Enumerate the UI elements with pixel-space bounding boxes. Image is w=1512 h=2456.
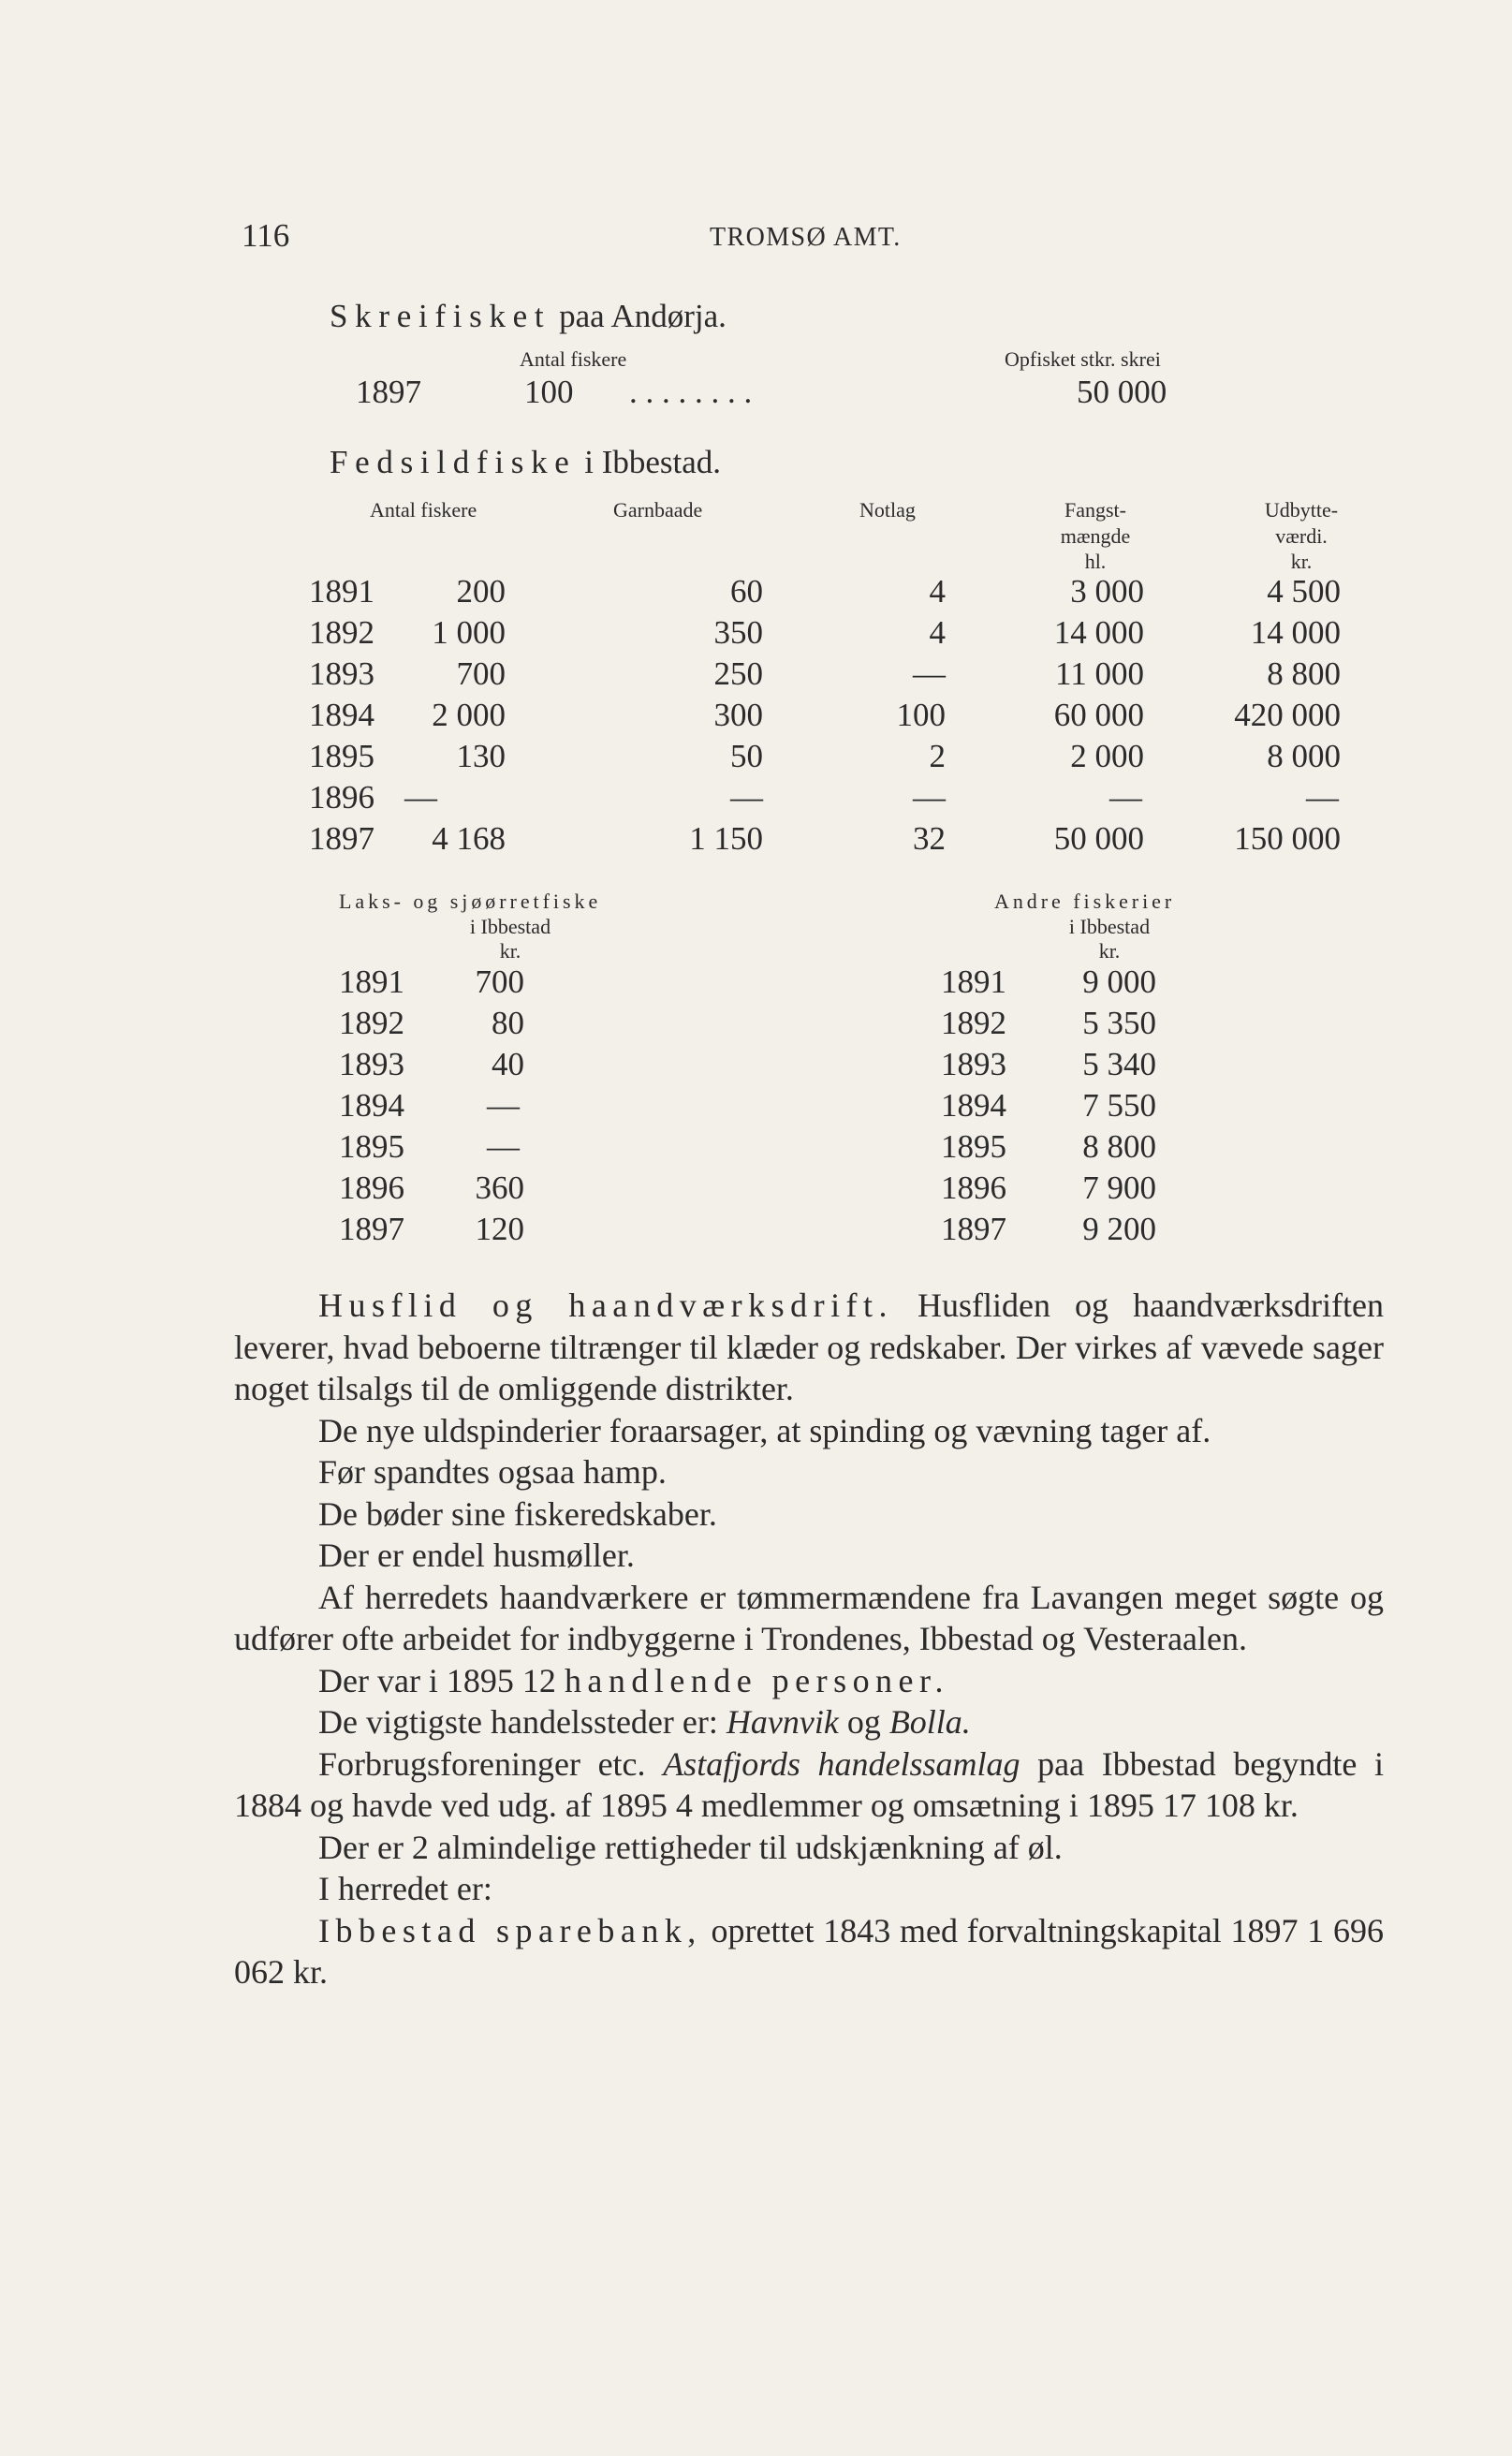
laks-title-2: i Ibbestad (469, 915, 551, 938)
laks-year: 1894 (339, 1087, 404, 1124)
paragraph-text: Der var i 1895 12 (318, 1661, 565, 1699)
andre-title-2: i Ibbestad (1068, 915, 1151, 938)
section-title-fedsildfiske (330, 444, 721, 481)
laks-year: 1891 (339, 963, 404, 1000)
laks-value: 80 (492, 1005, 524, 1041)
cell-garn: 1 150 (689, 820, 763, 857)
paragraph: Der er 2 almindelige rettigheder til udskjænkning af øl. (318, 1828, 1063, 1866)
cell-garn: 50 (730, 738, 763, 774)
laks-title-1: Laks- og sjøørretfiske (339, 890, 602, 913)
table-row (0, 779, 1512, 820)
paragraph (234, 1910, 1384, 1993)
table-row (0, 1128, 1512, 1169)
laks-value: 120 (475, 1211, 524, 1247)
cell-garn: 350 (713, 614, 763, 651)
laks-value: — (487, 1087, 520, 1124)
paragraph-text: oprettet 1843 med forvaltningskapital 1897 1 696 062 kr. (234, 1911, 1384, 1991)
cell-fangst: 3 000 (1070, 573, 1144, 610)
fedsild-header-fangst-2: mængde (1060, 524, 1131, 548)
page-number: 116 (242, 217, 290, 254)
cell-fangst: 60 000 (1053, 697, 1144, 733)
cell-antal: 130 (456, 738, 506, 774)
laks-value: 700 (475, 963, 524, 1000)
paragraph (234, 1285, 1384, 1410)
cell-udbytte: 8 000 (1267, 738, 1341, 774)
skrei-leader: . . . . . . . . (629, 374, 753, 410)
table-row (0, 614, 1512, 655)
table-row (0, 655, 1512, 697)
cell-antal: 1 000 (432, 614, 506, 651)
paragraph: De bøder sine fiskeredskaber. (318, 1494, 717, 1533)
cell-udbytte: 14 000 (1250, 614, 1341, 651)
running-title: TROMSØ AMT. (710, 223, 902, 252)
cell-year: 1896 (309, 779, 374, 816)
table-row (0, 1087, 1512, 1128)
cell-notlag: 4 (929, 614, 946, 651)
paragraph: Af herredets haandværkere er tømmermændene fra Lavangen meget søgte og udfører ofte arbeidet for indbyggerne i Trondenes, Ibbestad og Vesteraalen. (234, 1578, 1384, 1657)
paragraph (234, 1743, 1384, 1827)
andre-year: 1894 (941, 1087, 1006, 1124)
body-text (234, 1285, 1384, 1993)
section-title-spaced: Skreifisket (330, 298, 551, 334)
andre-year: 1895 (941, 1128, 1006, 1165)
andre-value: 5 340 (1082, 1046, 1156, 1082)
cell-garn: 60 (730, 573, 763, 610)
fedsild-header-udbytte-2: værdi. (1275, 524, 1328, 548)
table-row (0, 738, 1512, 779)
paragraph-text: Husfliden og haandværksdriften leverer, hvad beboerne tiltrænger til klæder og redskaber. Der virkes af vævede sager noget tilsalgs til de omliggende distrikter. (234, 1287, 1384, 1407)
place-name: Bolla. (888, 1703, 971, 1741)
andre-value: 9 000 (1082, 963, 1156, 1000)
andre-year: 1896 (941, 1169, 1006, 1206)
section-title-spaced: Fedsildfiske (330, 444, 577, 480)
cell-garn: 300 (713, 697, 763, 733)
cell-year: 1895 (309, 738, 374, 774)
paragraph-text: paa Ibbestad begyndte i 1884 og havde ved udg. af 1895 4 medlemmer og omsætning i 1895 17 108 kr. (234, 1744, 1384, 1824)
table-row (0, 1005, 1512, 1046)
paragraph-emphasis: Ibbestad sparebank, (318, 1911, 702, 1949)
cell-notlag: 100 (896, 697, 946, 733)
table-row (0, 1169, 1512, 1211)
table-row (0, 1046, 1512, 1087)
paragraph-text: De vigtigste handelssteder er: (318, 1703, 727, 1741)
section-title-rest: i Ibbestad. (584, 444, 722, 480)
section-title-rest: paa Andørja. (559, 298, 727, 334)
cell-notlag: 4 (929, 573, 946, 610)
skrei-col-opfisket: Opfisket stkr. skrei (1005, 347, 1161, 371)
cell-udbytte: — (1306, 779, 1339, 816)
andre-year: 1892 (941, 1005, 1006, 1041)
fedsild-header-fangst-1: Fangst- (1064, 498, 1126, 522)
table-row (0, 573, 1512, 614)
cell-antal: 4 168 (432, 820, 506, 857)
cell-fangst: 50 000 (1053, 820, 1144, 857)
cell-year: 1894 (309, 697, 374, 733)
organization-name: Astafjords handelssamlag (663, 1744, 1020, 1783)
paragraph (234, 1660, 1384, 1702)
cell-antal: 200 (456, 573, 506, 610)
andre-value: 7 550 (1082, 1087, 1156, 1124)
fedsild-header-fangst-3: hl. (1084, 550, 1107, 573)
cell-year: 1897 (309, 820, 374, 857)
cell-antal: 2 000 (432, 697, 506, 733)
cell-udbytte: 8 800 (1267, 655, 1341, 692)
andre-title-1: Andre fiskerier (994, 890, 1176, 913)
andre-year: 1897 (941, 1211, 1006, 1247)
cell-antal: 700 (456, 655, 506, 692)
fedsild-header-notlag: Notlag (859, 498, 916, 522)
cell-notlag: — (913, 655, 946, 692)
laks-year: 1896 (339, 1169, 404, 1206)
paragraph (234, 1701, 1384, 1743)
skrei-year: 1897 (356, 374, 421, 410)
cell-antal: — (404, 779, 437, 816)
andre-value: 5 350 (1082, 1005, 1156, 1041)
cell-year: 1892 (309, 614, 374, 651)
cell-fangst: 2 000 (1070, 738, 1144, 774)
cell-notlag: — (913, 779, 946, 816)
cell-fangst: 14 000 (1053, 614, 1144, 651)
paragraph: I herredet er: (318, 1870, 492, 1907)
paragraph-heading: Husflid og haandværksdrift. (318, 1287, 893, 1324)
fedsild-header-antal: Antal fiskere (370, 498, 477, 522)
paragraph-text: Forbrugsforeninger etc. (318, 1744, 664, 1783)
fedsild-header-garn: Garnbaade (613, 498, 703, 522)
cell-udbytte: 4 500 (1267, 573, 1341, 610)
laks-year: 1892 (339, 1005, 404, 1041)
laks-value: 360 (475, 1169, 524, 1206)
cell-notlag: 32 (913, 820, 946, 857)
laks-value: 40 (492, 1046, 524, 1082)
cell-fangst: 11 000 (1055, 655, 1144, 692)
cell-notlag: 2 (929, 738, 946, 774)
skrei-col-fiskere: Antal fiskere (520, 347, 627, 371)
table-row (0, 697, 1512, 738)
andre-year: 1891 (941, 963, 1006, 1000)
paragraph-text: og (838, 1703, 889, 1741)
cell-garn: 250 (713, 655, 763, 692)
andre-year: 1893 (941, 1046, 1006, 1082)
table-row (0, 1211, 1512, 1252)
place-name: Havnvik (726, 1703, 839, 1741)
laks-year: 1897 (339, 1211, 404, 1247)
laks-year: 1895 (339, 1128, 404, 1165)
cell-udbytte: 420 000 (1234, 697, 1341, 733)
skrei-opfisket: 50 000 (1077, 374, 1167, 410)
section-title-skreifisket (330, 298, 727, 335)
laks-year: 1893 (339, 1046, 404, 1082)
table-row (0, 963, 1512, 1005)
fedsild-header-udbytte-1: Udbytte- (1264, 498, 1339, 522)
andre-value: 7 900 (1082, 1169, 1156, 1206)
andre-value: 9 200 (1082, 1211, 1156, 1247)
andre-unit: kr. (1098, 939, 1121, 963)
laks-unit: kr. (499, 939, 521, 963)
table-row (0, 820, 1512, 861)
paragraph: Før spandtes ogsaa hamp. (318, 1453, 667, 1491)
paragraph: Der er endel husmøller. (318, 1537, 635, 1574)
cell-fangst: — (1109, 779, 1142, 816)
cell-garn: — (730, 779, 763, 816)
skrei-fiskere: 100 (524, 374, 574, 410)
paragraph: De nye uldspinderier foraarsager, at spinding og vævning tager af. (318, 1411, 1211, 1449)
cell-year: 1893 (309, 655, 374, 692)
laks-value: — (487, 1128, 520, 1165)
andre-value: 8 800 (1082, 1128, 1156, 1165)
cell-year: 1891 (309, 573, 374, 610)
paragraph-emphasis: handlende personer. (564, 1661, 949, 1699)
fedsild-header-udbytte-3: kr. (1290, 550, 1313, 573)
cell-udbytte: 150 000 (1234, 820, 1341, 857)
